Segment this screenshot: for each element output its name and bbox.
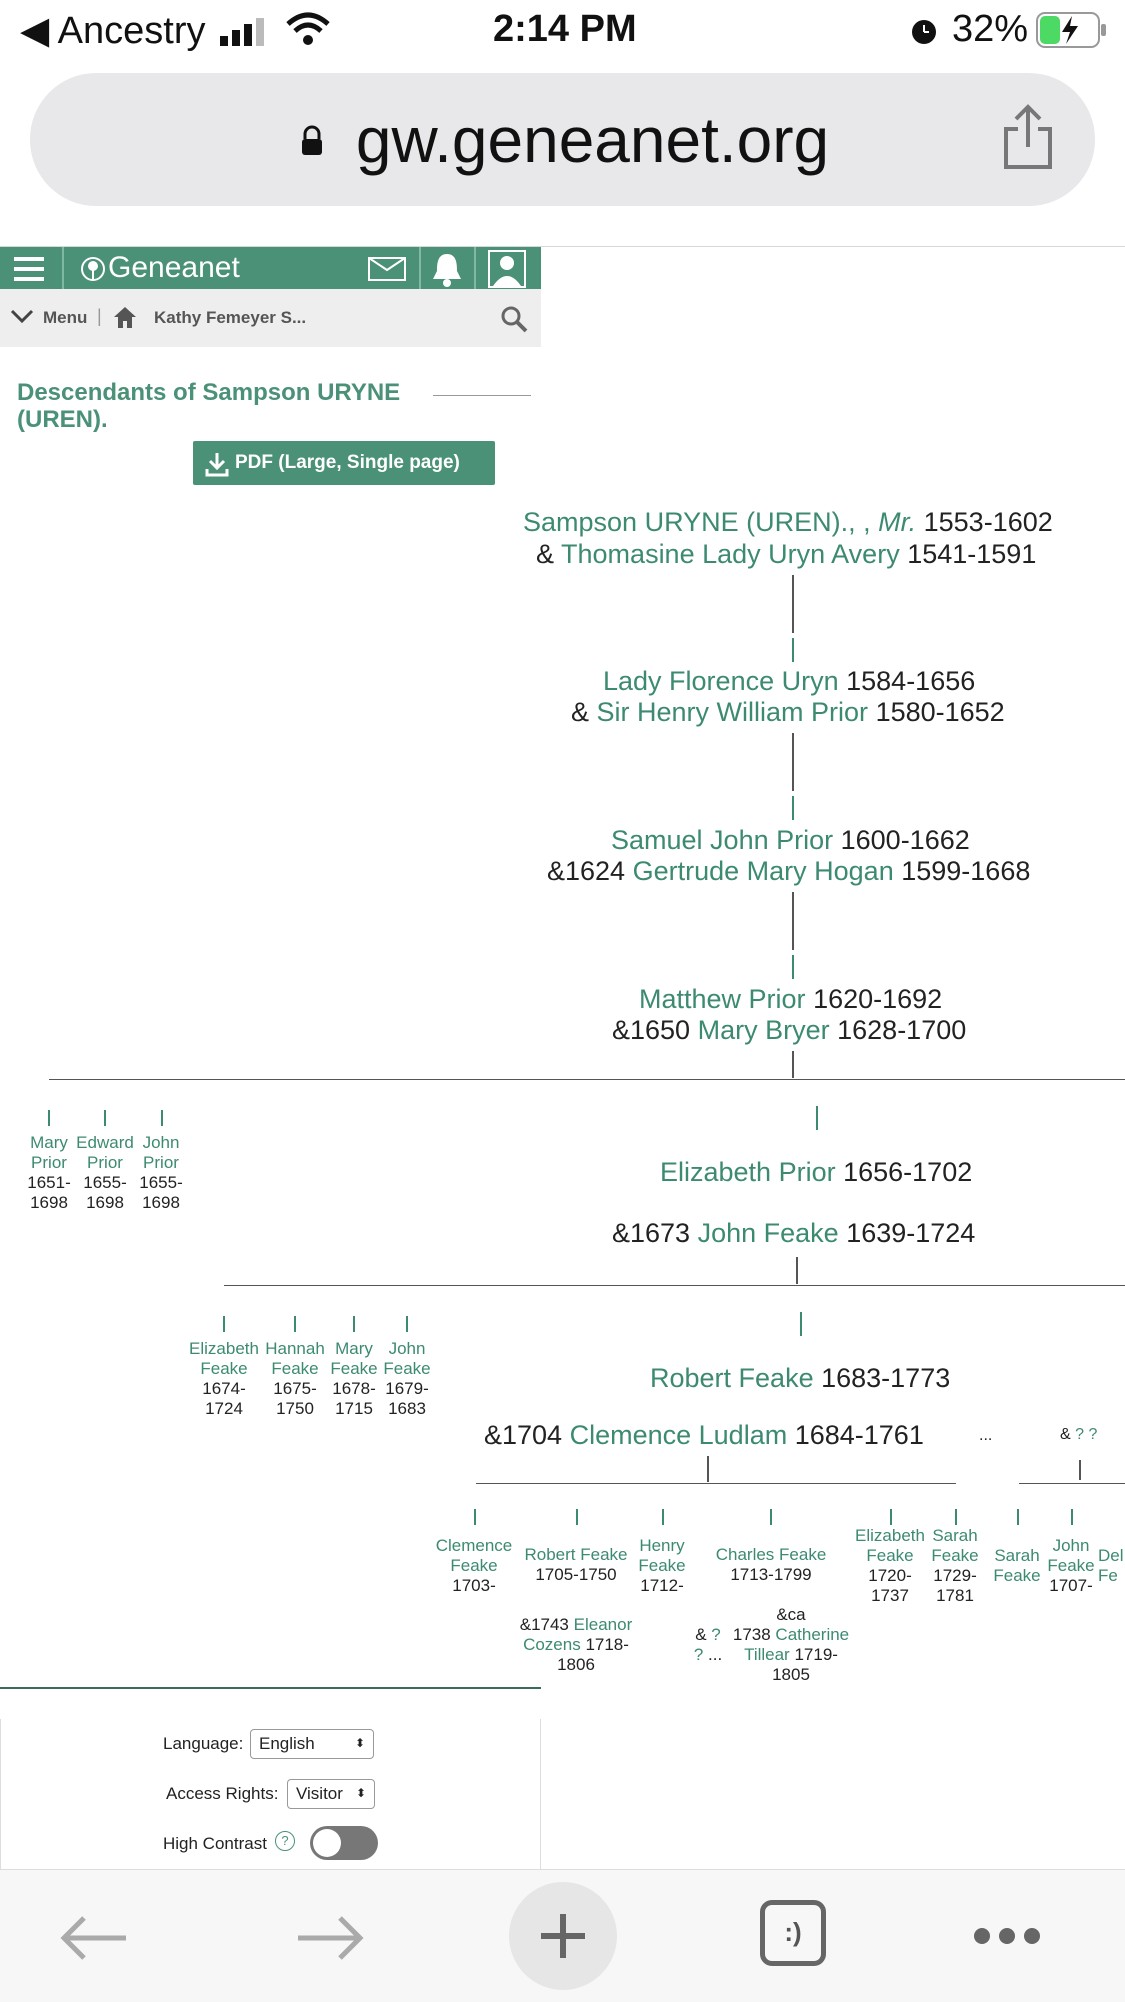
more-spouses-ellipsis[interactable]: ... xyxy=(979,1427,993,1444)
language-select[interactable] xyxy=(250,1729,374,1759)
tree-connector xyxy=(792,892,794,950)
tree-connector xyxy=(800,1312,802,1336)
marriage-prefix: & xyxy=(571,697,590,727)
person-link[interactable]: Matthew Prior xyxy=(639,984,806,1014)
alarm-icon xyxy=(908,14,940,46)
child-link[interactable]: Mary xyxy=(30,1133,68,1152)
child-sarah-feake-2 xyxy=(988,1546,1046,1586)
gen2-person xyxy=(603,666,975,697)
child-dates: 1720- xyxy=(868,1566,912,1585)
marriage-year: 1738 xyxy=(732,1625,771,1644)
spouse-link[interactable]: ? xyxy=(711,1625,721,1644)
person-dates: 1656-1702 xyxy=(843,1157,973,1187)
child-link[interactable]: Del xyxy=(1098,1546,1124,1565)
tree-connector xyxy=(792,733,794,791)
geneanet-logo-icon xyxy=(80,256,106,282)
spouse-link[interactable]: ? xyxy=(693,1645,704,1664)
child-link[interactable]: Edward xyxy=(76,1133,134,1152)
status-bar xyxy=(0,0,1125,62)
child-elizabeth-feake-2 xyxy=(850,1526,930,1606)
marriage-prefix: & xyxy=(536,539,555,569)
more-spouses-ellipsis[interactable]: ... xyxy=(708,1645,723,1664)
spouse-dates: 1719- xyxy=(794,1645,838,1664)
child-connector xyxy=(576,1509,578,1525)
marriage-prefix: & xyxy=(1060,1426,1071,1443)
gen3-spouse xyxy=(547,856,1030,887)
child-link[interactable]: Feake xyxy=(330,1359,378,1378)
child-link[interactable]: Feake xyxy=(200,1359,248,1378)
bell-icon[interactable] xyxy=(430,251,464,287)
gen6-spouse xyxy=(484,1420,924,1451)
spouse-link[interactable]: Eleanor xyxy=(573,1615,633,1634)
child-link[interactable]: Prior xyxy=(31,1153,67,1172)
child-link[interactable]: Feake xyxy=(271,1359,319,1378)
spouse-dates: 1639-1724 xyxy=(846,1218,976,1248)
status-time: 2:14 PM xyxy=(493,8,637,50)
access-rights-select[interactable] xyxy=(287,1779,375,1809)
child-connector xyxy=(223,1316,225,1332)
user-account-icon[interactable] xyxy=(488,250,526,288)
child-connector xyxy=(1017,1509,1019,1525)
child-connector xyxy=(161,1110,163,1126)
browser-toolbar xyxy=(0,1869,1125,2002)
child-dates: 1729- xyxy=(933,1566,977,1585)
url-text[interactable]: gw.geneanet.org xyxy=(355,104,830,176)
gen4-person xyxy=(639,984,942,1015)
child-connector xyxy=(104,1110,106,1126)
sibling-line xyxy=(224,1285,1125,1286)
child-dates: 1698 xyxy=(86,1193,124,1212)
page-title-line-2: (UREN). xyxy=(17,406,108,433)
child-dates: 1737 xyxy=(871,1586,909,1605)
child-link[interactable]: Feake xyxy=(383,1359,431,1378)
battery-percent: 32% xyxy=(952,8,1029,50)
download-icon xyxy=(205,451,229,477)
high-contrast-toggle[interactable] xyxy=(310,1826,378,1860)
child-del-fe xyxy=(1098,1546,1125,1586)
language-label: Language: xyxy=(163,1734,244,1753)
back-to-app-link[interactable]: ◀ Ancestry xyxy=(20,10,206,52)
title-rule xyxy=(433,395,531,396)
sibling-line xyxy=(49,1079,1125,1080)
child-link[interactable]: John xyxy=(1052,1536,1090,1555)
menu-button[interactable]: Menu xyxy=(43,308,88,327)
spouse-dates: 1806 xyxy=(557,1655,595,1674)
high-contrast-label: High Contrast xyxy=(163,1834,267,1853)
sibling-line xyxy=(476,1483,956,1484)
charles-spouse-2 xyxy=(730,1605,852,1685)
address-bar[interactable] xyxy=(30,73,1095,206)
header-divider xyxy=(62,247,64,289)
child-dates: 1683 xyxy=(388,1399,426,1418)
header-divider xyxy=(474,247,476,289)
person-dates: 1553-1602 xyxy=(923,507,1053,537)
child-dates: 1698 xyxy=(30,1193,68,1212)
child-dates: 1655- xyxy=(83,1173,127,1192)
child-connector xyxy=(890,1509,892,1525)
child-link[interactable]: Elizabeth xyxy=(189,1339,259,1358)
child-link[interactable]: Charles Feake xyxy=(715,1545,827,1564)
child-dates: 1707- xyxy=(1049,1576,1093,1595)
child-robert-feake xyxy=(516,1545,636,1585)
child-dates: 1698 xyxy=(142,1193,180,1212)
child-link[interactable]: Fe xyxy=(1098,1566,1118,1585)
child-dates: 1651- xyxy=(27,1173,71,1192)
gen6-person xyxy=(650,1363,950,1394)
share-icon[interactable] xyxy=(1000,103,1056,171)
spouse-link[interactable]: Sir Henry William Prior xyxy=(596,697,869,727)
child-link[interactable]: Mary xyxy=(335,1339,373,1358)
child-dates: 1713-1799 xyxy=(730,1565,812,1584)
child-john-prior xyxy=(130,1133,192,1213)
child-link[interactable]: Elizabeth xyxy=(855,1526,925,1545)
child-link[interactable]: Feake xyxy=(1047,1556,1095,1575)
plus-icon xyxy=(539,1912,587,1960)
battery-charging-icon xyxy=(1036,12,1110,48)
marriage-prefix: &1704 xyxy=(484,1420,563,1450)
child-mary-feake xyxy=(324,1339,384,1419)
robert-spouse xyxy=(506,1615,646,1675)
child-elizabeth-feake xyxy=(184,1339,264,1419)
marriage-prefix: &ca xyxy=(776,1605,806,1624)
child-link[interactable]: John xyxy=(142,1133,180,1152)
chevron-down-icon[interactable] xyxy=(10,309,34,325)
navigation-subbar xyxy=(0,289,541,347)
child-dates: 1781 xyxy=(936,1586,974,1605)
child-link[interactable]: Feake xyxy=(993,1566,1041,1585)
pdf-download-button[interactable] xyxy=(193,441,495,485)
child-connector xyxy=(955,1509,957,1525)
back-arrow-icon[interactable] xyxy=(58,1914,130,1962)
more-options-icon[interactable] xyxy=(972,1926,1042,1946)
title-separator: , , xyxy=(848,507,871,537)
breadcrumb[interactable]: Kathy Femeyer S... xyxy=(154,308,307,327)
tabs-glyph: :) xyxy=(784,1917,802,1947)
spouse-link[interactable]: Thomasine Lady Uryn Avery xyxy=(561,539,900,569)
child-connector xyxy=(353,1316,355,1332)
child-clemence-feake xyxy=(426,1536,522,1596)
access-rights-value: Visitor xyxy=(296,1784,343,1803)
child-connector xyxy=(1071,1509,1073,1525)
marriage-prefix: & xyxy=(695,1625,707,1644)
spouse-link[interactable]: Cozens xyxy=(523,1635,581,1654)
child-link[interactable]: Feake xyxy=(638,1556,686,1575)
access-rights-label: Access Rights: xyxy=(166,1784,279,1803)
tree-connector xyxy=(796,1257,798,1284)
spouse-dates: 1718- xyxy=(585,1635,629,1654)
header-divider xyxy=(419,247,421,289)
gen4-spouse xyxy=(612,1015,966,1046)
child-link[interactable]: John xyxy=(388,1339,426,1358)
cellular-signal-icon xyxy=(220,18,272,46)
footer-settings xyxy=(0,1719,541,1870)
child-link[interactable]: Robert Feake xyxy=(524,1545,628,1564)
wifi-icon xyxy=(285,12,331,46)
person-dates: 1584-1656 xyxy=(846,666,976,696)
child-dates: 1675- xyxy=(273,1379,317,1398)
spouse-dates: 1805 xyxy=(772,1665,810,1684)
tree-connector xyxy=(792,575,794,633)
child-dates: 1750 xyxy=(276,1399,314,1418)
gen2-spouse xyxy=(571,697,1005,728)
page-title-line-1: Descendants of Sampson URYNE xyxy=(17,379,401,406)
child-link[interactable]: Sarah xyxy=(994,1546,1040,1565)
person-link[interactable]: Robert Feake xyxy=(650,1363,814,1393)
child-dates: 1705-1750 xyxy=(535,1565,617,1584)
child-link[interactable]: Henry xyxy=(639,1536,685,1555)
child-link[interactable]: Sarah xyxy=(932,1526,978,1545)
home-icon[interactable] xyxy=(112,305,138,329)
child-dates: 1655- xyxy=(139,1173,183,1192)
site-header xyxy=(0,247,541,289)
search-icon[interactable] xyxy=(500,305,528,333)
child-dates: 1674- xyxy=(202,1379,246,1398)
subbar-divider: | xyxy=(97,306,102,326)
spouse-dates: 1580-1652 xyxy=(875,697,1005,727)
child-connector xyxy=(406,1316,408,1332)
tabs-button[interactable] xyxy=(760,1900,826,1966)
person-link[interactable]: Samuel John Prior xyxy=(611,825,834,855)
help-icon[interactable]: ? xyxy=(275,1831,295,1851)
tree-connector xyxy=(792,955,794,979)
gen1-spouse xyxy=(536,539,1036,570)
language-value: English xyxy=(259,1734,315,1753)
child-edward-prior xyxy=(72,1133,138,1213)
tree-connector xyxy=(816,1106,818,1130)
child-dates: 1715 xyxy=(335,1399,373,1418)
child-john-feake-2 xyxy=(1042,1536,1100,1596)
child-link[interactable]: Feake xyxy=(450,1556,498,1575)
footer-rule xyxy=(0,1687,541,1689)
child-dates: 1703- xyxy=(452,1576,496,1595)
select-arrows-icon: ⬍ xyxy=(354,1736,365,1750)
person-link[interactable]: Sampson URYNE (UREN). xyxy=(523,507,849,537)
child-dates: 1678- xyxy=(332,1379,376,1398)
child-connector xyxy=(474,1509,476,1525)
tree-connector xyxy=(1079,1460,1081,1480)
child-dates: 1712- xyxy=(640,1576,684,1595)
person-dates: 1620-1692 xyxy=(813,984,943,1014)
spouse-link[interactable]: John Feake xyxy=(697,1218,839,1248)
gen5-person xyxy=(660,1157,972,1188)
child-john-feake xyxy=(377,1339,437,1419)
person-title: Mr. xyxy=(878,507,917,537)
tree-connector xyxy=(707,1456,709,1482)
child-dates: 1679- xyxy=(385,1379,429,1398)
marriage-prefix: &1743 xyxy=(519,1615,569,1634)
person-link[interactable]: Elizabeth Prior xyxy=(660,1157,836,1187)
gen5-spouse xyxy=(612,1218,975,1249)
child-sarah-feake xyxy=(924,1526,986,1606)
select-arrows-icon: ⬍ xyxy=(355,1786,366,1800)
spouse-link[interactable]: Clemence Ludlam xyxy=(569,1420,788,1450)
spouse-link[interactable]: Catherine xyxy=(775,1625,850,1644)
spouse-dates: 1599-1668 xyxy=(901,856,1031,886)
other-spouse xyxy=(1060,1426,1097,1444)
spouse-link[interactable]: ? ? xyxy=(1075,1426,1098,1443)
child-connector xyxy=(48,1110,50,1126)
marriage-prefix: &1650 xyxy=(612,1015,691,1045)
gen3-person xyxy=(611,825,970,856)
tree-connector xyxy=(792,638,794,662)
spouse-link[interactable]: Mary Bryer xyxy=(697,1015,830,1045)
child-link[interactable]: Feake xyxy=(866,1546,914,1565)
brand-logo[interactable]: Geneanet xyxy=(108,251,240,284)
pdf-button-label: PDF (Large, Single page) xyxy=(235,452,460,473)
page-title xyxy=(17,379,537,433)
child-connector xyxy=(294,1316,296,1332)
forward-arrow-icon[interactable] xyxy=(294,1914,366,1962)
spouse-dates: 1541-1591 xyxy=(907,539,1037,569)
person-link[interactable]: Lady Florence Uryn xyxy=(603,666,839,696)
person-dates: 1683-1773 xyxy=(821,1363,951,1393)
child-connector xyxy=(662,1509,664,1525)
child-link[interactable]: Hannah xyxy=(265,1339,325,1358)
tree-connector xyxy=(792,1051,794,1078)
marriage-prefix: &1673 xyxy=(612,1218,691,1248)
tree-connector xyxy=(792,796,794,820)
new-tab-button[interactable] xyxy=(509,1882,617,1990)
child-connector xyxy=(770,1509,772,1525)
child-link[interactable]: Clemence xyxy=(435,1536,513,1555)
child-charles-feake xyxy=(706,1545,836,1585)
child-mary-prior xyxy=(18,1133,80,1213)
child-link[interactable]: Prior xyxy=(87,1153,123,1172)
sibling-line xyxy=(1019,1483,1125,1484)
child-dates: 1724 xyxy=(205,1399,243,1418)
hamburger-icon[interactable] xyxy=(14,256,48,282)
child-hannah-feake xyxy=(258,1339,332,1419)
child-link[interactable]: Prior xyxy=(143,1153,179,1172)
charles-spouse-1 xyxy=(688,1625,728,1665)
spouse-link[interactable]: Tillear xyxy=(744,1645,790,1664)
toggle-knob xyxy=(313,1829,341,1857)
person-dates: 1600-1662 xyxy=(840,825,970,855)
spouse-dates: 1684-1761 xyxy=(794,1420,924,1450)
spouse-dates: 1628-1700 xyxy=(837,1015,967,1045)
spouse-link[interactable]: Gertrude Mary Hogan xyxy=(632,856,894,886)
mail-icon[interactable] xyxy=(368,257,406,281)
child-link[interactable]: Feake xyxy=(931,1546,979,1565)
marriage-prefix: &1624 xyxy=(547,856,626,886)
child-henry-feake xyxy=(630,1536,694,1596)
gen1-person xyxy=(523,507,1053,538)
